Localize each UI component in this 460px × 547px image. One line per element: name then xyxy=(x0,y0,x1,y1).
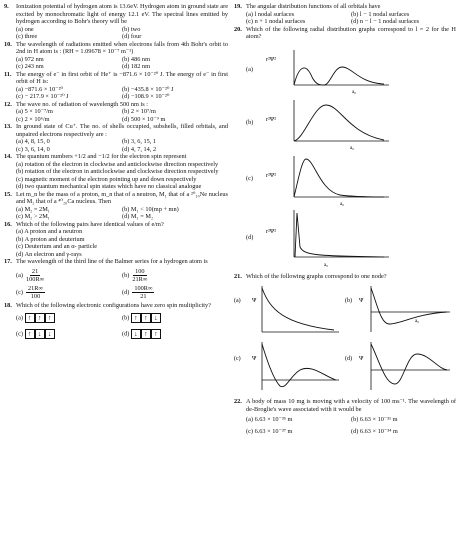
option-d[interactable] xyxy=(345,340,456,394)
option-c[interactable] xyxy=(234,340,345,394)
orbital-boxes xyxy=(25,329,55,339)
option-d[interactable] xyxy=(122,329,228,339)
orbital-box: ↓ xyxy=(151,313,161,323)
option-d[interactable]: (d) M₁ = M₂ xyxy=(122,213,154,220)
question-18 xyxy=(4,302,228,340)
option-b[interactable]: (b) rotation of the electron in anticlockwise and clockwise direction respectively xyxy=(16,168,219,175)
option-d[interactable]: (d) four xyxy=(122,33,142,40)
option-b[interactable] xyxy=(122,313,228,323)
option-label: (b) xyxy=(122,314,130,322)
y-axis-label: r²Ψ² xyxy=(266,56,277,63)
curve xyxy=(294,159,384,197)
option-label: (a) xyxy=(246,65,253,73)
option-b[interactable]: (b) two xyxy=(122,25,141,33)
curve xyxy=(371,288,447,324)
orbital-boxes xyxy=(131,329,161,339)
question-text: A body of mass 10 mg is moving with a velocity of 100 ms⁻¹. The wavelength of de-Broglie's wave associated with it would be xyxy=(246,398,456,413)
question-text: Which of the following electronic configurations have zero spin multiplicity? xyxy=(16,301,211,309)
option-a[interactable]: (a) A proton and a neutron xyxy=(16,228,83,235)
option-label: (c) xyxy=(16,288,23,296)
fraction xyxy=(26,268,44,283)
option-label: (b) xyxy=(345,298,352,304)
orbital-box: ↑ xyxy=(131,313,141,323)
option-label: (d) xyxy=(246,233,254,241)
option-a[interactable]: (a) 5 × 10⁻⁷/m xyxy=(16,108,53,115)
question-text: Which of the following graphs correspond to one node? xyxy=(246,272,387,280)
curve xyxy=(262,288,334,330)
question-text: The energy of e⁻ in first orbit of He⁺ is −871.6 × 10⁻²⁰ J. The energy of e⁻ in first orbit of H is: xyxy=(16,70,228,85)
question-text: Ionization potential of hydrogen atom is 13.6eV. Hydrogen atom in ground state are excited by monochromatic light of energy 12.1 eV. The spectral lines emitted by hydrogen according to Bohr's theory will be xyxy=(16,3,228,25)
question-number: 17. xyxy=(4,258,12,265)
option-b[interactable] xyxy=(345,284,456,336)
orbital-box: ↑ xyxy=(141,313,151,323)
question-number: 13. xyxy=(4,123,12,130)
x-axis-label: a₀ xyxy=(415,319,419,324)
option-b[interactable]: (b) A proton and deuterium xyxy=(16,235,85,243)
option-b[interactable]: (b) 3, 6, 15, 1 xyxy=(122,138,157,145)
orbital-boxes xyxy=(25,313,55,323)
question-number: 10. xyxy=(4,40,12,48)
question-10 xyxy=(4,41,228,71)
option-a[interactable] xyxy=(16,313,122,323)
question-number: 20. xyxy=(234,25,242,33)
curve xyxy=(294,105,384,141)
denominator: 21R∞ xyxy=(132,275,148,283)
option-c[interactable]: (c) magnetic moment of the electron pointing up and down respectively xyxy=(16,175,197,183)
option-d[interactable]: (d) two quantum mechanical spin states which have no classical analogue xyxy=(16,183,202,190)
question-15 xyxy=(4,191,228,221)
option-label: (d) xyxy=(122,330,130,338)
question-text: The wave no. of radiation of wavelength 500 nm is : xyxy=(16,100,149,108)
denominator: 100 xyxy=(30,292,41,300)
orbital-box: ↑ xyxy=(151,329,161,339)
option-label: (d) xyxy=(345,356,352,362)
option-b[interactable] xyxy=(234,95,456,151)
denominator: 21 xyxy=(140,292,147,300)
option-c[interactable] xyxy=(234,151,456,207)
option-b[interactable]: (b) M₁ < 10(mp + mn) xyxy=(122,205,179,213)
question-12 xyxy=(4,101,228,124)
option-a[interactable]: (a) l nodal surfaces xyxy=(246,10,295,18)
option-b[interactable]: (b) 486 nm xyxy=(122,55,150,63)
option-d[interactable]: (d) An electron and γ-rays xyxy=(16,250,82,258)
option-c[interactable]: (c) 243 nm xyxy=(16,63,44,70)
question-number: 16. xyxy=(4,220,12,228)
radial-graph-a xyxy=(264,45,394,95)
curve xyxy=(371,344,447,384)
option-b[interactable] xyxy=(122,268,228,283)
y-axis-label: r²Ψ² xyxy=(266,172,277,179)
option-label: (c) xyxy=(234,356,241,362)
option-a[interactable] xyxy=(16,268,122,283)
curve xyxy=(295,213,384,257)
question-20 xyxy=(234,26,456,269)
option-label: (c) xyxy=(246,174,253,182)
y-axis-label: Ψ xyxy=(252,356,257,362)
option-label: (a) xyxy=(234,298,241,304)
orbital-box: ↑ xyxy=(25,313,35,323)
numerator: 100 xyxy=(135,267,145,275)
option-d[interactable] xyxy=(234,207,456,269)
option-a[interactable]: (a) 6.63 × 10⁻³⁵ m xyxy=(246,416,293,423)
x-axis-label: a₀ xyxy=(352,89,356,95)
radial-graph-c xyxy=(264,151,394,207)
orbital-box: ↑ xyxy=(25,329,35,339)
option-c[interactable]: (c) 2 × 10⁶/m xyxy=(16,115,50,123)
y-axis-label: Ψ xyxy=(252,298,257,304)
option-c[interactable]: (c) 6.63 × 10⁻³⁷ m xyxy=(246,427,293,435)
y-axis-label: r²Ψ² xyxy=(266,228,277,235)
option-a[interactable]: (a) rotation of the electron in clockwise and anticlockwise direction respectively xyxy=(16,160,219,168)
option-c[interactable] xyxy=(16,285,122,300)
numerator: 21R∞ xyxy=(28,284,43,292)
option-c[interactable]: (c) three xyxy=(16,33,38,40)
option-label: (b) xyxy=(122,271,130,279)
option-a[interactable]: (a) −871.6 × 10⁻²⁰ xyxy=(16,85,64,93)
question-17 xyxy=(4,258,228,300)
radial-graph-b xyxy=(264,95,394,151)
orbital-box: ↓ xyxy=(45,329,55,339)
question-19 xyxy=(234,3,456,26)
option-label: (b) xyxy=(246,118,254,126)
option-d[interactable]: (d) 182 nm xyxy=(122,63,150,70)
option-label: (a) xyxy=(16,314,23,322)
option-c[interactable]: (c) M₂ > 2M₁ xyxy=(16,213,50,220)
question-14 xyxy=(4,153,228,191)
option-d[interactable]: (d) −108.9 × 10⁻²⁰ xyxy=(122,93,170,100)
wave-graph-b xyxy=(345,284,455,336)
orbital-box: ↓ xyxy=(131,329,141,339)
y-axis-label: Ψ xyxy=(359,298,364,304)
question-number: 15. xyxy=(4,190,12,198)
question-22 xyxy=(234,398,456,435)
question-13 xyxy=(4,123,228,153)
option-label: (d) xyxy=(122,288,130,296)
wave-graph-a xyxy=(234,284,344,336)
option-a[interactable]: (a) one xyxy=(16,25,34,33)
option-a[interactable]: (a) 4, 8, 15, 0 xyxy=(16,138,50,145)
left-column xyxy=(4,3,228,339)
question-number: 11. xyxy=(4,70,12,78)
option-c[interactable] xyxy=(16,329,122,339)
x-axis-label: a₀ xyxy=(340,201,344,207)
option-a[interactable]: (a) M₂ = 2M₁ xyxy=(16,205,50,213)
question-text: In ground state of Cu⁺. The no. of shells occupied, subshells, filled orbitals, and unpaired electrons respectively are : xyxy=(16,123,228,138)
wave-graph-c xyxy=(234,340,344,394)
orbital-boxes xyxy=(131,313,161,323)
x-axis-label: a₀ xyxy=(324,262,328,268)
question-text: Which of the following radial distribution graphs correspond to l = 2 for the H atom? xyxy=(246,25,456,40)
option-a[interactable] xyxy=(234,284,345,336)
option-d[interactable]: (d) n − l − 1 nodal surfaces xyxy=(351,18,420,25)
option-c[interactable]: (c) − 217.9 × 10⁻²⁰ J xyxy=(16,93,69,100)
question-number: 19. xyxy=(234,3,242,10)
question-11 xyxy=(4,71,228,101)
fraction xyxy=(132,285,154,300)
fraction xyxy=(26,285,45,300)
wave-graph-d xyxy=(345,340,455,394)
question-text: Let m_n be the mass of a proton, m_n that of a neutron, M₁ that of a ²⁰₁₀Ne nucleus and M₂ that of a ⁴⁰₂₀Ca nucleus. Then xyxy=(16,190,228,205)
question-number: 21. xyxy=(234,272,242,280)
question-number: 12. xyxy=(4,100,12,108)
option-c[interactable]: (c) Deuterium and an α- particle xyxy=(16,243,98,250)
option-c[interactable]: (c) n + 1 nodal surfaces xyxy=(246,18,306,25)
question-text: The wavelength of the third line of the Balmer series for a hydrogen atom is xyxy=(16,258,208,265)
question-number: 9. xyxy=(4,3,9,10)
option-c[interactable]: (c) 3, 6, 14, 0 xyxy=(16,145,50,153)
numerator: 100R∞ xyxy=(134,284,153,292)
question-9 xyxy=(4,3,228,41)
option-d[interactable]: (d) 500 × 10⁻⁹ m xyxy=(122,115,166,123)
fraction xyxy=(132,268,147,283)
option-a[interactable]: (a) 972 nm xyxy=(16,55,44,63)
option-b[interactable]: (b) 6.63 × 10⁻³¹ m xyxy=(351,416,398,423)
question-number: 18. xyxy=(4,301,12,309)
question-text: Which of the following pairs have identical values of e/m? xyxy=(16,220,164,228)
question-text: The wavelength of radiations emitted when electrons falls from 4th Bohr's orbit to 2nd in H atom is : (RH = 1.09678 × 10⁻⁷ m⁻¹) xyxy=(16,40,228,55)
question-16 xyxy=(4,221,228,259)
y-axis-label: Ψ xyxy=(359,356,364,362)
question-text: The angular distribution functions of all orbitals have xyxy=(246,3,381,10)
denominator: 100R∞ xyxy=(26,275,45,283)
question-number: 14. xyxy=(4,153,12,160)
question-21 xyxy=(234,273,456,395)
option-label: (a) xyxy=(16,271,23,279)
radial-graph-d xyxy=(264,207,394,269)
numerator: 21 xyxy=(31,267,39,275)
orbital-box: ↑ xyxy=(35,313,45,323)
option-d[interactable]: (d) 4, 7, 14, 2 xyxy=(122,145,157,153)
option-d[interactable]: (d) 6.63 × 10⁻³⁴ m xyxy=(351,427,398,435)
option-b[interactable]: (b) −435.8 × 10⁻²⁰ J xyxy=(122,85,174,93)
option-b[interactable]: (b) l − 1 nodal surfaces xyxy=(351,10,410,18)
option-label: (c) xyxy=(16,330,23,338)
question-text: The quantum numbers +1/2 and −1/2 for the electron spin represent xyxy=(16,153,187,160)
x-axis-label: a₀ xyxy=(350,145,354,151)
right-column xyxy=(234,3,456,435)
orbital-box: ↑ xyxy=(141,329,151,339)
question-number: 22. xyxy=(234,398,242,405)
y-axis-label: r²Ψ² xyxy=(266,116,277,123)
option-a[interactable] xyxy=(234,45,456,95)
option-b[interactable]: (b) 2 × 10⁷/m xyxy=(122,108,156,115)
orbital-box: ↑ xyxy=(45,313,55,323)
orbital-box: ↓ xyxy=(35,329,45,339)
curve xyxy=(294,67,384,85)
option-d[interactable] xyxy=(122,285,228,300)
